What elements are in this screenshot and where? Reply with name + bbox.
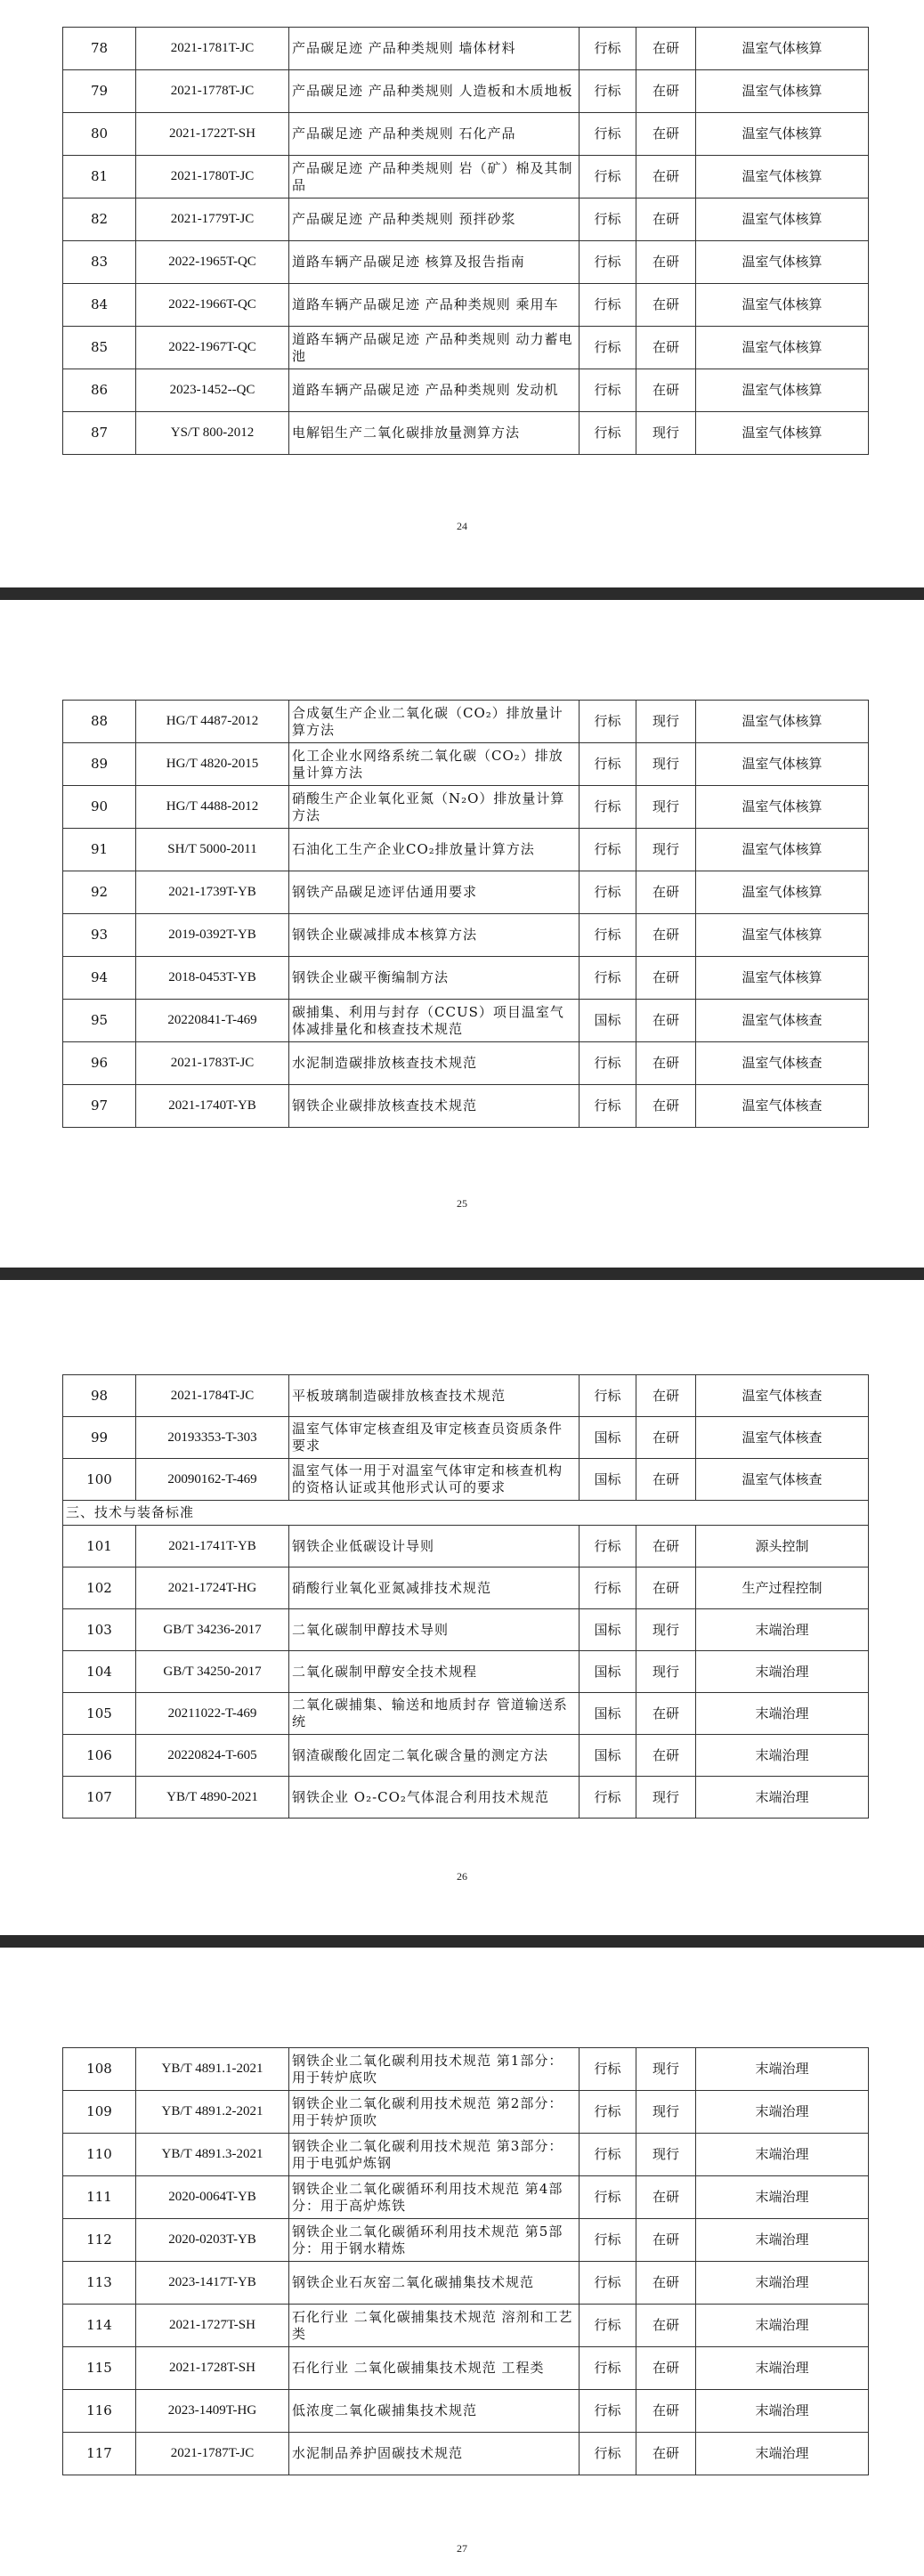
standard-type: 行标 — [580, 2091, 636, 2134]
standard-status: 现行 — [636, 2134, 696, 2176]
standard-type: 行标 — [580, 914, 636, 957]
page-separator — [0, 587, 924, 600]
standard-status: 现行 — [636, 743, 696, 786]
standard-type: 国标 — [580, 1735, 636, 1777]
standard-type: 行标 — [580, 241, 636, 284]
table-row — [63, 1651, 869, 1693]
table-row — [63, 113, 869, 156]
standard-name: 石化行业 二氧化碳捕集技术规范 溶剂和工艺类 — [289, 2305, 580, 2347]
standard-type: 行标 — [580, 2390, 636, 2433]
standard-code: 2019-0392T-YB — [136, 914, 289, 957]
page-26 — [0, 1280, 924, 1935]
standard-type: 行标 — [580, 2134, 636, 2176]
standard-type: 行标 — [580, 786, 636, 829]
table-row — [63, 327, 869, 369]
standard-status: 在研 — [636, 1042, 696, 1085]
standard-type: 行标 — [580, 1085, 636, 1128]
standard-status: 现行 — [636, 412, 696, 455]
row-number: 85 — [63, 327, 136, 369]
standard-status: 在研 — [636, 70, 696, 113]
standard-code: 2021-1780T-JC — [136, 156, 289, 198]
standard-type: 行标 — [580, 829, 636, 871]
page-separator — [0, 1935, 924, 1948]
standard-category: 温室气体核算 — [696, 113, 869, 156]
standard-name: 钢铁企业碳排放核查技术规范 — [289, 1085, 580, 1128]
standard-status: 现行 — [636, 829, 696, 871]
row-number: 92 — [63, 871, 136, 914]
standard-name: 钢铁企业二氧化碳利用技术规范 第1部分：用于转炉底吹 — [289, 2048, 580, 2091]
row-number: 95 — [63, 1000, 136, 1042]
row-number: 99 — [63, 1417, 136, 1459]
standards-table — [62, 2047, 869, 2475]
standard-name: 石化行业 二氧化碳捕集技术规范 工程类 — [289, 2347, 580, 2390]
table-row — [63, 2048, 869, 2091]
standard-status: 在研 — [636, 1693, 696, 1735]
table-row — [63, 786, 869, 829]
standard-category: 末端治理 — [696, 2347, 869, 2390]
row-number: 81 — [63, 156, 136, 198]
standard-category: 末端治理 — [696, 2433, 869, 2475]
standard-status: 在研 — [636, 2305, 696, 2347]
row-number: 100 — [63, 1459, 136, 1501]
standard-category: 温室气体核算 — [696, 829, 869, 871]
standard-code: 20090162-T-469 — [136, 1459, 289, 1501]
standard-type: 行标 — [580, 1375, 636, 1417]
row-number: 79 — [63, 70, 136, 113]
standard-name: 二氧化碳制甲醇技术导则 — [289, 1609, 580, 1651]
standard-status: 现行 — [636, 701, 696, 743]
standard-code: 2021-1740T-YB — [136, 1085, 289, 1128]
row-number: 104 — [63, 1651, 136, 1693]
standard-code: YB/T 4890-2021 — [136, 1777, 289, 1819]
standard-name: 硝酸生产企业氧化亚氮（N₂O）排放量计算方法 — [289, 786, 580, 829]
table-row — [63, 1417, 869, 1459]
standard-name: 钢铁企业石灰窑二氧化碳捕集技术规范 — [289, 2262, 580, 2305]
row-number: 108 — [63, 2048, 136, 2091]
row-number: 107 — [63, 1777, 136, 1819]
standard-category: 温室气体核查 — [696, 1459, 869, 1501]
standard-type: 行标 — [580, 2347, 636, 2390]
page-number: 24 — [457, 520, 467, 532]
standard-name: 钢铁企业二氧化碳利用技术规范 第2部分：用于转炉顶吹 — [289, 2091, 580, 2134]
standard-type: 行标 — [580, 1567, 636, 1609]
standard-name: 道路车辆产品碳足迹 产品种类规则 动力蓄电池 — [289, 327, 580, 369]
standard-status: 在研 — [636, 156, 696, 198]
page-25 — [0, 600, 924, 1268]
table-row — [63, 2262, 869, 2305]
table-row — [63, 1042, 869, 1085]
standard-category: 末端治理 — [696, 1777, 869, 1819]
standard-code: GB/T 34250-2017 — [136, 1651, 289, 1693]
row-number: 111 — [63, 2176, 136, 2219]
standard-type: 国标 — [580, 1000, 636, 1042]
standard-code: 2021-1781T-JC — [136, 28, 289, 70]
row-number: 115 — [63, 2347, 136, 2390]
standard-category: 温室气体核算 — [696, 743, 869, 786]
table-row — [63, 1459, 869, 1501]
standard-code: SH/T 5000-2011 — [136, 829, 289, 871]
standard-code: HG/T 4488-2012 — [136, 786, 289, 829]
standard-category: 温室气体核算 — [696, 28, 869, 70]
table-row — [63, 1085, 869, 1128]
standard-name: 钢铁企业二氧化碳循环利用技术规范 第5部分：用于钢水精炼 — [289, 2219, 580, 2262]
standard-name: 水泥制品养护固碳技术规范 — [289, 2433, 580, 2475]
standard-category: 温室气体核算 — [696, 327, 869, 369]
standard-status: 在研 — [636, 241, 696, 284]
row-number: 84 — [63, 284, 136, 327]
row-number: 89 — [63, 743, 136, 786]
standard-code: 2021-1779T-JC — [136, 198, 289, 241]
standard-type: 行标 — [580, 284, 636, 327]
standard-type: 行标 — [580, 2262, 636, 2305]
standard-category: 末端治理 — [696, 2219, 869, 2262]
standard-code: YS/T 800-2012 — [136, 412, 289, 455]
row-number: 110 — [63, 2134, 136, 2176]
table-row — [63, 28, 869, 70]
standard-category: 温室气体核算 — [696, 156, 869, 198]
standard-code: 2020-0203T-YB — [136, 2219, 289, 2262]
standard-status: 在研 — [636, 2262, 696, 2305]
standard-code: 2021-1727T-SH — [136, 2305, 289, 2347]
table-row — [63, 914, 869, 957]
standard-name: 钢铁企业二氧化碳循环利用技术规范 第4部分：用于高炉炼铁 — [289, 2176, 580, 2219]
standard-category: 末端治理 — [696, 2091, 869, 2134]
table-row — [63, 2390, 869, 2433]
standard-status: 在研 — [636, 1000, 696, 1042]
standard-category: 温室气体核算 — [696, 786, 869, 829]
row-number: 82 — [63, 198, 136, 241]
standard-code: 2023-1409T-HG — [136, 2390, 289, 2433]
standard-code: 2021-1784T-JC — [136, 1375, 289, 1417]
row-number: 94 — [63, 957, 136, 1000]
standard-code: 2022-1967T-QC — [136, 327, 289, 369]
standard-name: 平板玻璃制造碳排放核查技术规范 — [289, 1375, 580, 1417]
page-number: 27 — [457, 2542, 467, 2555]
standard-category: 温室气体核查 — [696, 1085, 869, 1128]
standard-category: 末端治理 — [696, 2048, 869, 2091]
row-number: 105 — [63, 1693, 136, 1735]
row-number: 102 — [63, 1567, 136, 1609]
row-number: 103 — [63, 1609, 136, 1651]
standard-type: 国标 — [580, 1609, 636, 1651]
standard-category: 温室气体核查 — [696, 1000, 869, 1042]
standard-type: 行标 — [580, 1042, 636, 1085]
standard-name: 温室气体审定核查组及审定核查员资质条件要求 — [289, 1417, 580, 1459]
standard-code: 2022-1966T-QC — [136, 284, 289, 327]
standard-name: 钢铁企业 O₂-CO₂气体混合利用技术规范 — [289, 1777, 580, 1819]
standard-code: YB/T 4891.1-2021 — [136, 2048, 289, 2091]
standard-category: 生产过程控制 — [696, 1567, 869, 1609]
standard-category: 温室气体核算 — [696, 701, 869, 743]
row-number: 90 — [63, 786, 136, 829]
standard-code: 2021-1722T-SH — [136, 113, 289, 156]
row-number: 87 — [63, 412, 136, 455]
standard-category: 温室气体核算 — [696, 412, 869, 455]
table-row — [63, 2433, 869, 2475]
standard-status: 在研 — [636, 1459, 696, 1501]
row-number: 98 — [63, 1375, 136, 1417]
standard-category: 温室气体核算 — [696, 198, 869, 241]
standard-status: 在研 — [636, 327, 696, 369]
page-separator — [0, 1268, 924, 1280]
standard-status: 现行 — [636, 1609, 696, 1651]
row-number: 91 — [63, 829, 136, 871]
standard-code: 2021-1787T-JC — [136, 2433, 289, 2475]
standard-type: 行标 — [580, 28, 636, 70]
standard-category: 末端治理 — [696, 2262, 869, 2305]
standard-category: 末端治理 — [696, 2134, 869, 2176]
standard-type: 行标 — [580, 156, 636, 198]
standard-status: 在研 — [636, 113, 696, 156]
row-number: 97 — [63, 1085, 136, 1128]
standard-code: HG/T 4487-2012 — [136, 701, 289, 743]
table-row — [63, 701, 869, 743]
standard-category: 温室气体核算 — [696, 241, 869, 284]
standard-status: 现行 — [636, 1777, 696, 1819]
standard-name: 化工企业水网络系统二氧化碳（CO₂）排放量计算方法 — [289, 743, 580, 786]
standard-category: 末端治理 — [696, 1693, 869, 1735]
page-number: 26 — [457, 1870, 467, 1883]
standards-table — [62, 1374, 869, 1819]
standard-category: 温室气体核算 — [696, 914, 869, 957]
standard-name: 温室气体一用于对温室气体审定和核查机构的资格认证或其他形式认可的要求 — [289, 1459, 580, 1501]
standard-type: 行标 — [580, 70, 636, 113]
row-number: 80 — [63, 113, 136, 156]
standard-code: GB/T 34236-2017 — [136, 1609, 289, 1651]
page-27 — [0, 1948, 924, 2576]
standard-code: 20193353-T-303 — [136, 1417, 289, 1459]
standard-code: 20220841-T-469 — [136, 1000, 289, 1042]
row-number: 116 — [63, 2390, 136, 2433]
standard-code: 2021-1778T-JC — [136, 70, 289, 113]
table-row — [63, 1609, 869, 1651]
standard-category: 源头控制 — [696, 1526, 869, 1567]
standard-code: YB/T 4891.2-2021 — [136, 2091, 289, 2134]
standard-category: 末端治理 — [696, 1609, 869, 1651]
standard-name: 钢渣碳酸化固定二氧化碳含量的测定方法 — [289, 1735, 580, 1777]
standard-status: 现行 — [636, 1651, 696, 1693]
standard-name: 产品碳足迹 产品种类规则 预拌砂浆 — [289, 198, 580, 241]
standard-status: 在研 — [636, 2176, 696, 2219]
standard-category: 末端治理 — [696, 1651, 869, 1693]
standard-category: 温室气体核算 — [696, 871, 869, 914]
standard-code: 2021-1741T-YB — [136, 1526, 289, 1567]
standard-status: 在研 — [636, 2433, 696, 2475]
standard-status: 在研 — [636, 1735, 696, 1777]
standard-code: 2021-1739T-YB — [136, 871, 289, 914]
standard-name: 碳捕集、利用与封存（CCUS）项目温室气体减排量化和核查技术规范 — [289, 1000, 580, 1042]
standard-status: 在研 — [636, 1417, 696, 1459]
standard-category: 温室气体核算 — [696, 284, 869, 327]
standard-code: 20211022-T-469 — [136, 1693, 289, 1735]
table-row — [63, 2091, 869, 2134]
standard-code: HG/T 4820-2015 — [136, 743, 289, 786]
table-row — [63, 2219, 869, 2262]
standard-name: 产品碳足迹 产品种类规则 石化产品 — [289, 113, 580, 156]
standard-type: 国标 — [580, 1417, 636, 1459]
standard-status: 在研 — [636, 871, 696, 914]
standard-name: 硝酸行业氧化亚氮减排技术规范 — [289, 1567, 580, 1609]
standard-name: 低浓度二氧化碳捕集技术规范 — [289, 2390, 580, 2433]
standard-category: 末端治理 — [696, 2176, 869, 2219]
standard-type: 行标 — [580, 2048, 636, 2091]
standard-type: 行标 — [580, 1777, 636, 1819]
standard-status: 在研 — [636, 1375, 696, 1417]
row-number: 113 — [63, 2262, 136, 2305]
table-row — [63, 241, 869, 284]
row-number: 101 — [63, 1526, 136, 1567]
table-row — [63, 369, 869, 412]
standard-name: 钢铁产品碳足迹评估通用要求 — [289, 871, 580, 914]
standard-type: 行标 — [580, 2176, 636, 2219]
table-row — [63, 70, 869, 113]
standard-name: 产品碳足迹 产品种类规则 墙体材料 — [289, 28, 580, 70]
standard-name: 钢铁企业碳平衡编制方法 — [289, 957, 580, 1000]
standard-category: 末端治理 — [696, 2305, 869, 2347]
table-row — [63, 156, 869, 198]
standard-name: 钢铁企业低碳设计导则 — [289, 1526, 580, 1567]
table-row — [63, 198, 869, 241]
table-row — [63, 1735, 869, 1777]
standard-name: 道路车辆产品碳足迹 产品种类规则 乘用车 — [289, 284, 580, 327]
table-row — [63, 2176, 869, 2219]
standard-status: 在研 — [636, 1526, 696, 1567]
table-row — [63, 2347, 869, 2390]
standard-type: 行标 — [580, 327, 636, 369]
table-row — [63, 284, 869, 327]
standard-name: 道路车辆产品碳足迹 核算及报告指南 — [289, 241, 580, 284]
standard-type: 行标 — [580, 369, 636, 412]
standards-table — [62, 700, 869, 1128]
standard-category: 温室气体核算 — [696, 957, 869, 1000]
standard-name: 钢铁企业二氧化碳利用技术规范 第3部分：用于电弧炉炼钢 — [289, 2134, 580, 2176]
table-row — [63, 829, 869, 871]
table-row — [63, 1375, 869, 1417]
table-row — [63, 1567, 869, 1609]
row-number: 117 — [63, 2433, 136, 2475]
standard-name: 合成氨生产企业二氧化碳（CO₂）排放量计算方法 — [289, 701, 580, 743]
table-row — [63, 1777, 869, 1819]
standard-type: 行标 — [580, 957, 636, 1000]
standard-status: 在研 — [636, 957, 696, 1000]
row-number: 112 — [63, 2219, 136, 2262]
standard-code: 2021-1783T-JC — [136, 1042, 289, 1085]
standard-type: 国标 — [580, 1459, 636, 1501]
table-row — [63, 1000, 869, 1042]
table-row — [63, 2305, 869, 2347]
row-number: 106 — [63, 1735, 136, 1777]
standard-type: 行标 — [580, 743, 636, 786]
standard-status: 在研 — [636, 2219, 696, 2262]
standard-type: 行标 — [580, 198, 636, 241]
standard-name: 二氧化碳捕集、输送和地质封存 管道输送系统 — [289, 1693, 580, 1735]
standard-category: 温室气体核查 — [696, 1042, 869, 1085]
standard-status: 在研 — [636, 2390, 696, 2433]
standard-status: 在研 — [636, 28, 696, 70]
standard-name: 电解铝生产二氧化碳排放量测算方法 — [289, 412, 580, 455]
row-number: 78 — [63, 28, 136, 70]
standard-name: 水泥制造碳排放核查技术规范 — [289, 1042, 580, 1085]
standard-category: 末端治理 — [696, 2390, 869, 2433]
standard-type: 国标 — [580, 1651, 636, 1693]
table-row — [63, 2134, 869, 2176]
standard-name: 产品碳足迹 产品种类规则 岩（矿）棉及其制品 — [289, 156, 580, 198]
standard-type: 行标 — [580, 701, 636, 743]
standard-code: 2022-1965T-QC — [136, 241, 289, 284]
standard-category: 温室气体核算 — [696, 369, 869, 412]
standard-status: 现行 — [636, 786, 696, 829]
table-row — [63, 1693, 869, 1735]
standard-type: 行标 — [580, 1526, 636, 1567]
table-row — [63, 412, 869, 455]
standard-type: 行标 — [580, 412, 636, 455]
table-row — [63, 957, 869, 1000]
standard-status: 在研 — [636, 2347, 696, 2390]
row-number: 83 — [63, 241, 136, 284]
standard-code: 2023-1452--QC — [136, 369, 289, 412]
standard-type: 行标 — [580, 871, 636, 914]
standard-code: 20220824-T-605 — [136, 1735, 289, 1777]
standard-status: 现行 — [636, 2048, 696, 2091]
row-number: 109 — [63, 2091, 136, 2134]
standard-status: 在研 — [636, 198, 696, 241]
section-title: 三、技术与装备标准 — [63, 1501, 869, 1526]
row-number: 88 — [63, 701, 136, 743]
standard-category: 末端治理 — [696, 1735, 869, 1777]
standard-name: 道路车辆产品碳足迹 产品种类规则 发动机 — [289, 369, 580, 412]
standard-name: 产品碳足迹 产品种类规则 人造板和木质地板 — [289, 70, 580, 113]
standard-status: 在研 — [636, 1567, 696, 1609]
standards-table — [62, 27, 869, 455]
standard-status: 在研 — [636, 1085, 696, 1128]
row-number: 86 — [63, 369, 136, 412]
standard-code: 2021-1728T-SH — [136, 2347, 289, 2390]
standard-code: YB/T 4891.3-2021 — [136, 2134, 289, 2176]
standard-code: 2021-1724T-HG — [136, 1567, 289, 1609]
page-number: 25 — [457, 1197, 467, 1210]
standard-type: 行标 — [580, 2433, 636, 2475]
standard-category: 温室气体核查 — [696, 1417, 869, 1459]
standard-category: 温室气体核算 — [696, 70, 869, 113]
standard-type: 行标 — [580, 2305, 636, 2347]
standard-status: 在研 — [636, 914, 696, 957]
table-row — [63, 1526, 869, 1567]
standard-type: 行标 — [580, 113, 636, 156]
row-number: 96 — [63, 1042, 136, 1085]
standard-status: 在研 — [636, 284, 696, 327]
standard-code: 2020-0064T-YB — [136, 2176, 289, 2219]
standard-status: 现行 — [636, 2091, 696, 2134]
standard-code: 2018-0453T-YB — [136, 957, 289, 1000]
page-24 — [0, 0, 924, 587]
standard-name: 钢铁企业碳减排成本核算方法 — [289, 914, 580, 957]
standard-code: 2023-1417T-YB — [136, 2262, 289, 2305]
row-number: 114 — [63, 2305, 136, 2347]
standard-category: 温室气体核查 — [696, 1375, 869, 1417]
row-number: 93 — [63, 914, 136, 957]
standard-type: 国标 — [580, 1693, 636, 1735]
standard-name: 石油化工生产企业CO₂排放量计算方法 — [289, 829, 580, 871]
table-row — [63, 871, 869, 914]
standard-type: 行标 — [580, 2219, 636, 2262]
standard-status: 在研 — [636, 369, 696, 412]
table-row — [63, 743, 869, 786]
standard-name: 二氧化碳制甲醇安全技术规程 — [289, 1651, 580, 1693]
